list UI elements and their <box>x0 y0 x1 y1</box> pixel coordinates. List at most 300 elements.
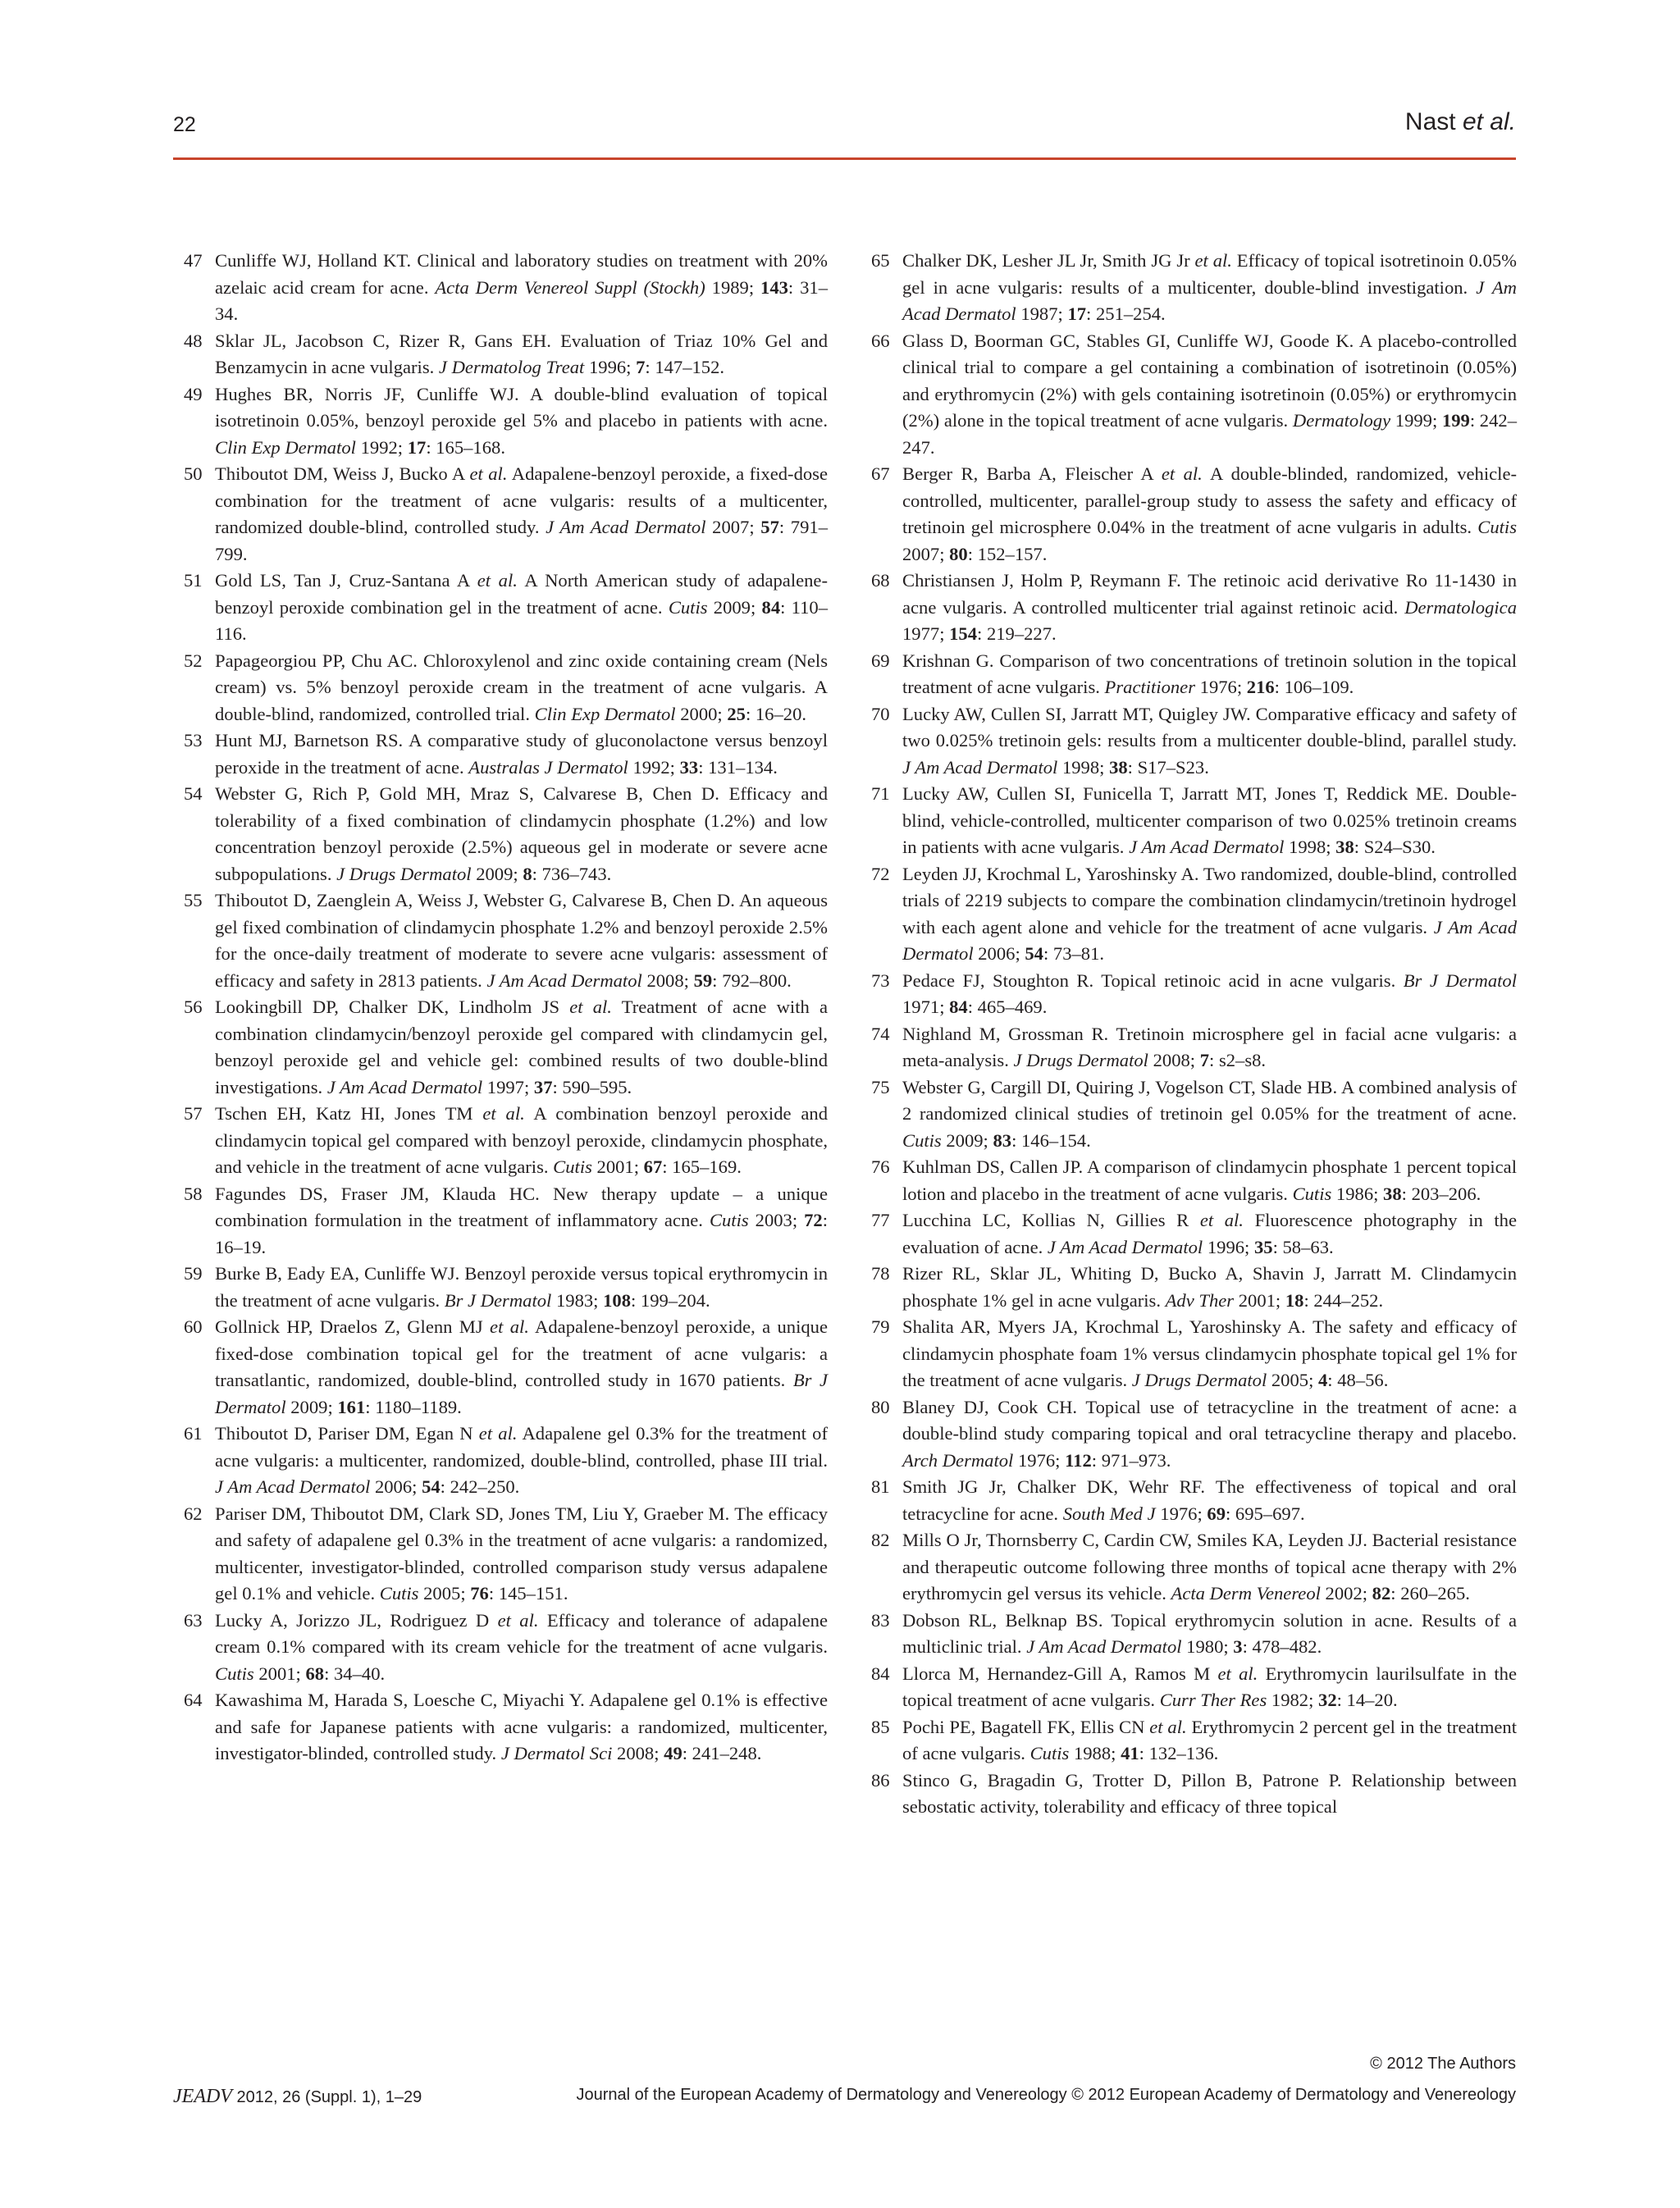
reference-text <box>902 1474 1517 1527</box>
journal-title: Br J Dermatol <box>215 1370 828 1417</box>
reference-segment: Nighland M, Grossman R. Tretinoin microsphere gel in facial acne vulgaris: a meta-analysis. <box>902 1023 1517 1070</box>
reference-item <box>871 1314 1517 1394</box>
journal-title: Arch Dermatol <box>902 1449 1014 1471</box>
reference-item <box>871 861 1517 968</box>
reference-segment: Llorca M, Hernandez-Gill A, Ramos M <box>902 1663 1218 1684</box>
reference-segment: : 146–154. <box>1011 1129 1091 1151</box>
reference-text <box>902 1154 1517 1207</box>
reference-segment: 2006; <box>973 943 1025 964</box>
reference-text <box>902 1661 1517 1714</box>
reference-text <box>215 1608 828 1688</box>
footer-journal-line: Journal of the European Academy of Dermatology and Venereology © 2012 European Academy of Dermatology and Venereology <box>576 2086 1516 2104</box>
reference-text <box>215 461 828 568</box>
journal-title: Cutis <box>709 1210 749 1230</box>
reference-segment: A combination benzoyl peroxide and clindamycin topical gel compared with benzoyl peroxide, clindamycin phosphate, and vehicle in the treatment of acne vulgaris. <box>215 1103 829 1177</box>
reference-segment: 1980; <box>1181 1636 1234 1657</box>
journal-title: J Drugs Dermatol <box>1013 1050 1148 1070</box>
reference-segment: Hughes BR, Norris JF, Cunliffe WJ. A double-blind evaluation of topical isotretinoin 0.05%, benzoyl peroxide gel 5% and placebo in patients with acne. <box>215 383 828 431</box>
reference-segment: 2009; <box>707 596 762 618</box>
volume-number: 18 <box>1285 1289 1304 1311</box>
reference-item <box>871 1768 1517 1821</box>
volume-number: 7 <box>636 357 646 377</box>
reference-segment: Hunt MJ, Barnetson RS. A comparative study of gluconolactone versus benzoyl peroxide in the treatment of acne. <box>215 730 828 778</box>
volume-number: 76 <box>470 1583 489 1604</box>
reference-text <box>902 701 1517 782</box>
reference-segment: : 16–19. <box>215 1210 828 1257</box>
reference-segment: 1983; <box>551 1289 604 1311</box>
journal-title: J Dermatol Sci <box>500 1743 613 1763</box>
reference-segment: 1982; <box>1267 1690 1319 1710</box>
journal-title: Curr Ther Res <box>1159 1690 1267 1710</box>
reference-segment: : s2–s8. <box>1209 1050 1267 1070</box>
reference-segment: Fagundes DS, Fraser JM, Klauda HC. New therapy update – a unique combination formulation in the treatment of inflammatory acne. <box>215 1183 828 1230</box>
reference-segment: Thiboutot DM, Weiss J, Bucko A <box>215 463 470 484</box>
reference-segment: : 251–254. <box>1086 303 1166 324</box>
reference-text <box>215 648 828 728</box>
journal-title: et al. <box>1161 463 1203 484</box>
journal-title: Acta Derm Venereol Suppl (Stockh) <box>435 276 705 298</box>
reference-segment: Chalker DK, Lesher JL Jr, Smith JG Jr <box>902 250 1195 271</box>
reference-item <box>871 1261 1517 1314</box>
reference-item <box>184 1501 828 1608</box>
reference-segment: Thiboutot D, Zaenglein A, Weiss J, Webster G, Calvarese B, Chen D. An aqueous gel fixed combination of clindamycin phosphate 1.2% and benzoyl peroxide 2.5% for the once-daily treatment of moderate to severe acne vulgaris: assessment of efficacy and safety in 2813 patients. <box>215 890 828 991</box>
reference-item <box>184 648 828 728</box>
reference-item <box>871 1394 1517 1475</box>
footer-journal-citation <box>173 2086 422 2108</box>
journal-title: Clin Exp Dermatol <box>534 703 676 724</box>
reference-segment: 2001; <box>253 1663 306 1684</box>
reference-item <box>184 328 828 381</box>
reference-item <box>184 248 828 328</box>
reference-item <box>871 248 1517 328</box>
reference-item <box>184 994 828 1101</box>
volume-number: 3 <box>1233 1636 1243 1657</box>
reference-segment: Tschen EH, Katz HI, Jones TM <box>215 1103 483 1124</box>
reference-number: 81 <box>871 1476 890 1497</box>
reference-segment: 1999; <box>1390 410 1442 431</box>
page-header <box>173 108 1516 157</box>
reference-segment: 2008; <box>1148 1050 1200 1070</box>
reference-number: 71 <box>871 783 890 804</box>
volume-number: 84 <box>761 596 781 618</box>
reference-segment: : 110–116. <box>215 596 829 644</box>
reference-item <box>184 1608 828 1688</box>
reference-item <box>871 1714 1517 1768</box>
volume-number: 112 <box>1065 1449 1092 1471</box>
header-rule <box>173 157 1516 160</box>
volume-number: 38 <box>1383 1183 1402 1204</box>
journal-title: et al. <box>569 997 612 1017</box>
reference-number: 61 <box>184 1423 203 1444</box>
reference-segment: : 16–20. <box>745 703 807 724</box>
journal-title: J Am Acad Dermatol <box>546 517 706 537</box>
references-left-column <box>184 248 828 1768</box>
reference-item <box>871 461 1517 568</box>
reference-segment: 2005; <box>418 1583 471 1604</box>
reference-item <box>184 781 828 887</box>
volume-number: 7 <box>1199 1050 1210 1070</box>
reference-number: 76 <box>871 1156 890 1177</box>
journal-title: Dermatology <box>1292 410 1391 431</box>
reference-segment: 2009; <box>471 863 523 884</box>
journal-title: et al. <box>478 1423 518 1444</box>
journal-title: J Am Acad Dermatol <box>902 276 1518 324</box>
volume-number: 38 <box>1335 837 1354 857</box>
reference-segment: Fluorescence photography in the evaluation of acne. <box>902 1210 1517 1257</box>
reference-number: 69 <box>871 650 890 671</box>
volume-number: 199 <box>1441 410 1470 431</box>
reference-number: 66 <box>871 330 890 351</box>
reference-item <box>871 568 1517 648</box>
reference-number: 65 <box>871 250 890 271</box>
journal-title: J Am Acad Dermatol <box>215 1476 371 1497</box>
reference-segment: 1976; <box>1155 1503 1208 1524</box>
reference-segment: Berger R, Barba A, Fleischer A <box>902 463 1162 484</box>
reference-number: 79 <box>871 1316 890 1337</box>
journal-title: Cutis <box>1292 1183 1332 1204</box>
journal-title: et al. <box>1199 1210 1244 1230</box>
reference-number: 60 <box>184 1316 203 1337</box>
reference-segment: Kuhlman DS, Callen JP. A comparison of clindamycin phosphate 1 percent topical lotion and placebo in the treatment of acne vulgaris. <box>902 1156 1517 1204</box>
reference-segment: Kawashima M, Harada S, Loesche C, Miyachi Y. Adapalene gel 0.1% is effective and safe for Japanese patients with acne vulgaris: a randomized, multicenter, investigator-blinded, controlled study. <box>215 1690 828 1763</box>
reference-text <box>215 994 828 1101</box>
reference-segment: : 465–469. <box>967 997 1048 1017</box>
reference-number: 80 <box>871 1396 890 1417</box>
reference-segment: 1996; <box>1203 1236 1254 1257</box>
journal-title: et al. <box>1194 250 1232 271</box>
volume-number: 154 <box>949 623 978 644</box>
reference-segment: 1988; <box>1069 1743 1121 1763</box>
reference-segment: Smith JG Jr, Chalker DK, Wehr RF. The effectiveness of topical and oral tetracycline for acne. <box>902 1476 1517 1524</box>
reference-segment: Adapalene gel 0.3% for the treatment of acne vulgaris: a multicenter, randomized, double-blind, controlled, phase III trial. <box>215 1423 828 1471</box>
reference-item <box>871 701 1517 782</box>
journal-title: et al. <box>497 1609 539 1631</box>
reference-item <box>184 381 828 462</box>
reference-segment: Dobson RL, Belknap BS. Topical erythromycin solution in acne. Results of a multiclinic trial. <box>902 1609 1517 1657</box>
reference-segment: : 48–56. <box>1327 1370 1389 1390</box>
volume-number: 54 <box>1025 943 1043 964</box>
volume-number: 49 <box>664 1743 682 1763</box>
volume-number: 80 <box>949 543 968 564</box>
reference-text <box>902 328 1517 462</box>
volume-number: 67 <box>643 1156 663 1177</box>
reference-segment: Mills O Jr, Thornsberry C, Cardin CW, Smiles KA, Leyden JJ. Bacterial resistance and therapeutic outcome following three months of topical acne therapy with 2% erythromycin gel versus its vehicle. <box>902 1530 1517 1604</box>
reference-segment: Rizer RL, Sklar JL, Whiting D, Bucko A, Shavin J, Jarratt M. Clindamycin phosphate 1% gel in acne vulgaris. <box>902 1263 1517 1311</box>
reference-segment: Thiboutot D, Pariser DM, Egan N <box>215 1423 479 1444</box>
volume-number: 35 <box>1253 1236 1273 1257</box>
reference-number: 57 <box>184 1103 203 1124</box>
reference-segment: : 244–252. <box>1303 1289 1384 1311</box>
volume-number: 17 <box>407 436 427 458</box>
reference-segment: Pariser DM, Thiboutot DM, Clark SD, Jones TM, Liu Y, Graeber M. The efficacy and safety of adapalene gel 0.3% in the treatment of acne vulgaris: a randomized, multicenter, investigator-blinded, controlled comparison study versus adapalene gel 0.1% and vehicle. <box>215 1503 828 1604</box>
volume-number: 108 <box>603 1289 631 1311</box>
reference-segment: Lucky AW, Cullen SI, Jarratt MT, Quigley JW. Comparative efficacy and safety of two 0.025% tretinoin gels: results from a multicenter double-blind, parallel study. <box>902 703 1517 750</box>
reference-text <box>215 1501 828 1608</box>
reference-segment: Stinco G, Bragadin G, Trotter D, Pillon B, Patrone P. Relationship between sebostatic activity, tolerability and efficacy of three topical <box>902 1769 1517 1817</box>
reference-text <box>215 1181 828 1261</box>
reference-number: 48 <box>184 330 203 351</box>
reference-text <box>902 1768 1517 1821</box>
reference-text <box>902 1074 1517 1155</box>
reference-number: 56 <box>184 997 203 1017</box>
reference-segment: : 34–40. <box>324 1663 386 1684</box>
reference-text <box>215 887 828 994</box>
reference-item <box>184 1687 828 1768</box>
reference-number: 68 <box>871 570 890 591</box>
reference-item <box>871 1021 1517 1074</box>
reference-number: 53 <box>184 730 203 750</box>
reference-segment: Papageorgiou PP, Chu AC. Chloroxylenol and zinc oxide containing cream (Nels cream) vs. 5% benzoyl peroxide cream in the treatment of acne vulgaris. A double-blind, randomized, controlled trial. <box>215 650 828 724</box>
running-head-etal: et al. <box>1462 108 1516 135</box>
reference-number: 50 <box>184 463 203 484</box>
reference-number: 63 <box>184 1609 203 1631</box>
reference-segment: : 106–109. <box>1274 677 1354 697</box>
journal-title: J Drugs Dermatol <box>1131 1370 1267 1390</box>
reference-text <box>902 461 1517 568</box>
journal-title: et al. <box>1149 1716 1187 1737</box>
reference-text <box>902 861 1517 968</box>
journal-title: Br J Dermatol <box>444 1289 552 1311</box>
reference-segment: 2008; <box>641 969 694 991</box>
journal-title: Br J Dermatol <box>1403 969 1517 991</box>
reference-segment: 1992; <box>628 756 680 778</box>
reference-item <box>871 1608 1517 1661</box>
reference-number: 64 <box>184 1690 203 1710</box>
volume-number: 161 <box>337 1396 366 1417</box>
journal-title: J Am Acad Dermatol <box>1047 1236 1203 1257</box>
reference-text <box>902 1714 1517 1768</box>
reference-text <box>902 1394 1517 1475</box>
reference-segment: Glass D, Boorman GC, Stables GI, Cunliffe WJ, Goode K. A placebo-controlled clinical trial to compare a gel containing a combination of isotretinoin (0.05%) and erythromycin (2%) with gels containing isotretinoin (0.05%) or erythromycin (2%) alone in the topical treatment of acne vulgaris. <box>902 330 1517 431</box>
journal-title: et al. <box>482 1103 525 1124</box>
reference-text <box>215 568 828 648</box>
reference-text <box>215 328 828 381</box>
volume-number: 8 <box>523 863 532 884</box>
reference-number: 47 <box>184 250 203 271</box>
reference-segment: : 203–206. <box>1401 1183 1481 1204</box>
journal-title: J Drugs Dermatol <box>336 863 472 884</box>
reference-text <box>215 1421 828 1501</box>
journal-title: Dermatologica <box>1404 596 1517 618</box>
reference-item <box>871 648 1517 701</box>
journal-title: Cutis <box>553 1156 592 1177</box>
reference-segment: A North American study of adapalene-benzoyl peroxide combination gel in the treatment of acne. <box>215 570 828 618</box>
reference-segment: : 1180–1189. <box>365 1396 462 1417</box>
volume-number: 69 <box>1207 1503 1226 1524</box>
volume-number: 17 <box>1067 303 1087 324</box>
journal-title: Acta Derm Venereol <box>1171 1583 1321 1604</box>
reference-text <box>902 248 1517 328</box>
footer-journal-abbrev: JEADV <box>173 2086 232 2107</box>
reference-segment: : 695–697. <box>1225 1503 1305 1524</box>
reference-segment: Adapalene-benzoyl peroxide, a unique fixed-dose combination topical gel for the treatment of acne vulgaris: a transatlantic, randomized, double-blind, controlled study in 1670 patients. <box>215 1316 828 1390</box>
reference-segment: 1998; <box>1057 756 1110 778</box>
volume-number: 32 <box>1318 1690 1337 1710</box>
reference-item <box>184 728 828 781</box>
reference-segment: Gold LS, Tan J, Cruz-Santana A <box>215 570 477 591</box>
reference-segment: 1987; <box>1016 303 1068 324</box>
reference-text <box>215 1687 828 1768</box>
running-head <box>1405 108 1516 136</box>
reference-segment: Adapalene-benzoyl peroxide, a fixed-dose combination for the treatment of acne vulgaris: results of a multicenter, randomized double-blind, controlled study. <box>215 463 828 537</box>
reference-number: 49 <box>184 383 203 404</box>
reference-segment: Webster G, Rich P, Gold MH, Mraz S, Calvarese B, Chen D. Efficacy and tolerability of a fixed combination of clindamycin phosphate (1.2%) and low concentration benzoyl peroxide (2.5%) aqueous gel in moderate or severe acne subpopulations. <box>215 783 828 884</box>
reference-text <box>902 1314 1517 1394</box>
reference-number: 51 <box>184 570 203 591</box>
journal-title: South Med J <box>1062 1503 1156 1524</box>
reference-segment: 1992; <box>355 436 408 458</box>
reference-item <box>184 568 828 648</box>
reference-segment: 2000; <box>675 703 728 724</box>
reference-number: 77 <box>871 1210 890 1230</box>
reference-segment: Pedace FJ, Stoughton R. Topical retinoic acid in acne vulgaris. <box>902 969 1404 991</box>
reference-item <box>871 1661 1517 1714</box>
reference-text <box>215 381 828 462</box>
reference-item <box>871 781 1517 861</box>
reference-segment: 1977; <box>902 623 950 644</box>
reference-segment: A double-blinded, randomized, vehicle-controlled, multicenter, parallel-group study to assess the safety and efficacy of tretinoin gel microsphere 0.04% in the treatment of acne vulgaris in adults. <box>902 463 1517 537</box>
reference-segment: 2005; <box>1267 1370 1318 1390</box>
reference-segment: 2002; <box>1320 1583 1372 1604</box>
reference-segment: : 14–20. <box>1336 1690 1398 1710</box>
reference-segment: Webster G, Cargill DI, Quiring J, Vogelson CT, Slade HB. A combined analysis of 2 randomized clinical studies of tretinoin gel 0.05% for the treatment of acne. <box>902 1076 1517 1124</box>
journal-title: J Am Acad Dermatol <box>486 969 642 991</box>
reference-segment: 1976; <box>1195 677 1247 697</box>
reference-item <box>184 461 828 568</box>
reference-segment: Krishnan G. Comparison of two concentrations of tretinoin solution in the topical treatment of acne vulgaris. <box>902 650 1517 697</box>
reference-item <box>871 1154 1517 1207</box>
volume-number: 84 <box>949 997 968 1017</box>
reference-segment: 1971; <box>902 997 950 1017</box>
volume-number: 83 <box>993 1129 1012 1151</box>
reference-segment: : 131–134. <box>698 756 778 778</box>
journal-title: Cutis <box>1029 1743 1070 1763</box>
volume-number: 54 <box>422 1476 441 1497</box>
reference-segment: : 31–34. <box>215 276 828 324</box>
reference-number: 84 <box>871 1663 890 1684</box>
reference-item <box>184 887 828 994</box>
reference-number: 55 <box>184 890 203 910</box>
volume-number: 41 <box>1121 1743 1139 1763</box>
reference-segment: Pochi PE, Bagatell FK, Ellis CN <box>902 1716 1150 1737</box>
volume-number: 216 <box>1246 677 1275 697</box>
reference-number: 62 <box>184 1503 203 1524</box>
reference-segment: 1989; <box>705 276 761 298</box>
reference-segment: : 58–63. <box>1272 1236 1334 1257</box>
reference-segment: : 792–800. <box>712 969 792 991</box>
reference-text <box>902 1021 1517 1074</box>
reference-segment: : 147–152. <box>645 357 725 377</box>
reference-text <box>215 1314 828 1421</box>
reference-number: 85 <box>871 1716 890 1737</box>
reference-item <box>184 1181 828 1261</box>
reference-item <box>871 1074 1517 1155</box>
reference-segment: Cunliffe WJ, Holland KT. Clinical and laboratory studies on treatment with 20% azelaic acid cream for acne. <box>215 250 828 298</box>
journal-title: J Am Acad Dermatol <box>326 1076 483 1097</box>
journal-title: Practitioner <box>1104 677 1195 697</box>
reference-item <box>184 1314 828 1421</box>
journal-title: Cutis <box>215 1663 254 1684</box>
volume-number: 57 <box>760 517 779 537</box>
reference-segment: Burke B, Eady EA, Cunliffe WJ. Benzoyl peroxide versus topical erythromycin in the treatment of acne vulgaris. <box>215 1263 828 1311</box>
reference-text <box>215 781 828 887</box>
reference-segment: : 145–151. <box>488 1583 568 1604</box>
reference-text <box>215 728 828 781</box>
volume-number: 143 <box>760 276 788 298</box>
reference-segment: Leyden JJ, Krochmal L, Yaroshinsky A. Two randomized, double-blind, controlled trials of 2219 subjects to compare the combination clindamycin/tretinoin hydrogel with each agent alone and vehicle for the treatment of acne vulgaris. <box>902 863 1517 937</box>
reference-segment: : 590–595. <box>552 1076 632 1097</box>
reference-item <box>184 1421 828 1501</box>
reference-segment: : 736–743. <box>532 863 612 884</box>
journal-title: J Dermatolog Treat <box>438 357 585 377</box>
reference-number: 72 <box>871 863 890 884</box>
volume-number: 33 <box>679 756 699 778</box>
reference-segment: Efficacy and tolerance of adapalene cream 0.1% compared with its cream vehicle for the treatment of acne vulgaris. <box>215 1609 828 1657</box>
reference-number: 78 <box>871 1263 890 1284</box>
reference-segment: : 791–799. <box>215 517 828 564</box>
reference-segment: : 242–250. <box>440 1476 520 1497</box>
reference-item <box>871 968 1517 1021</box>
reference-segment: : 165–169. <box>662 1156 742 1177</box>
journal-title: J Am Acad Dermatol <box>1026 1636 1182 1657</box>
reference-segment: Shalita AR, Myers JA, Krochmal L, Yaroshinsky A. The safety and efficacy of clindamycin phosphate foam 1% versus clindamycin phosphate topical gel 1% for the treatment of acne vulgaris. <box>902 1316 1517 1390</box>
reference-segment: : 260–265. <box>1390 1583 1470 1604</box>
reference-text <box>902 968 1517 1021</box>
volume-number: 82 <box>1372 1583 1391 1604</box>
journal-title: Adv Ther <box>1165 1289 1235 1311</box>
reference-segment: 2009; <box>285 1396 338 1417</box>
reference-text <box>902 568 1517 648</box>
reference-text <box>215 248 828 328</box>
reference-number: 75 <box>871 1076 890 1097</box>
journal-title: J Am Acad Dermatol <box>902 916 1517 964</box>
reference-segment: 2007; <box>705 517 761 537</box>
reference-segment: 1998; <box>1284 837 1336 857</box>
reference-segment: Blaney DJ, Cook CH. Topical use of tetracycline in the treatment of acne: a double-blind study comparing topical and oral tetracycline therapy and placebo. <box>902 1396 1517 1444</box>
reference-segment: 2008; <box>612 1743 664 1763</box>
reference-segment: : 219–227. <box>977 623 1057 644</box>
reference-segment: : S17–S23. <box>1127 756 1209 778</box>
reference-segment: Sklar JL, Jacobson C, Rizer R, Gans EH. Evaluation of Triaz 10% Gel and Benzamycin in acne vulgaris. <box>215 330 828 377</box>
reference-number: 74 <box>871 1023 890 1044</box>
reference-segment: 1997; <box>482 1076 534 1097</box>
reference-segment: Erythromycin 2 percent gel in the treatment of acne vulgaris. <box>902 1716 1517 1763</box>
reference-segment: Lookingbill DP, Chalker DK, Lindholm JS <box>215 997 570 1017</box>
reference-segment: Christiansen J, Holm P, Reymann F. The retinoic acid derivative Ro 11-1430 in acne vulgaris. A controlled multicenter trial against retinoic acid. <box>902 570 1517 618</box>
reference-number: 86 <box>871 1769 890 1791</box>
footer-citation-details: 2012, 26 (Suppl. 1), 1–29 <box>231 2088 422 2106</box>
reference-text <box>902 1207 1517 1261</box>
reference-segment: : 971–973. <box>1091 1449 1171 1471</box>
reference-segment: 2001; <box>591 1156 644 1177</box>
reference-item <box>184 1101 828 1181</box>
journal-title: Cutis <box>379 1583 419 1604</box>
reference-segment: Efficacy of topical isotretinoin 0.05% gel in acne vulgaris: results of a multicenter, double-blind investigation. <box>902 250 1517 298</box>
reference-segment: : 199–204. <box>630 1289 710 1311</box>
reference-item <box>871 1474 1517 1527</box>
volume-number: 38 <box>1109 756 1128 778</box>
reference-text <box>902 648 1517 701</box>
reference-number: 70 <box>871 703 890 724</box>
journal-title: J Am Acad Dermatol <box>1129 837 1285 857</box>
reference-segment: Lucky AW, Cullen SI, Funicella T, Jarratt MT, Jones T, Reddick ME. Double-blind, vehicle-controlled, multicenter comparison of two 0.025% tretinoin creams in patients with acne vulgaris. <box>902 783 1517 857</box>
reference-number: 59 <box>184 1263 203 1284</box>
journal-title: J Am Acad Dermatol <box>902 756 1058 778</box>
running-head-author: Nast <box>1404 108 1463 135</box>
volume-number: 37 <box>533 1076 553 1097</box>
reference-segment: : S24–S30. <box>1354 837 1436 857</box>
reference-number: 82 <box>871 1530 890 1550</box>
